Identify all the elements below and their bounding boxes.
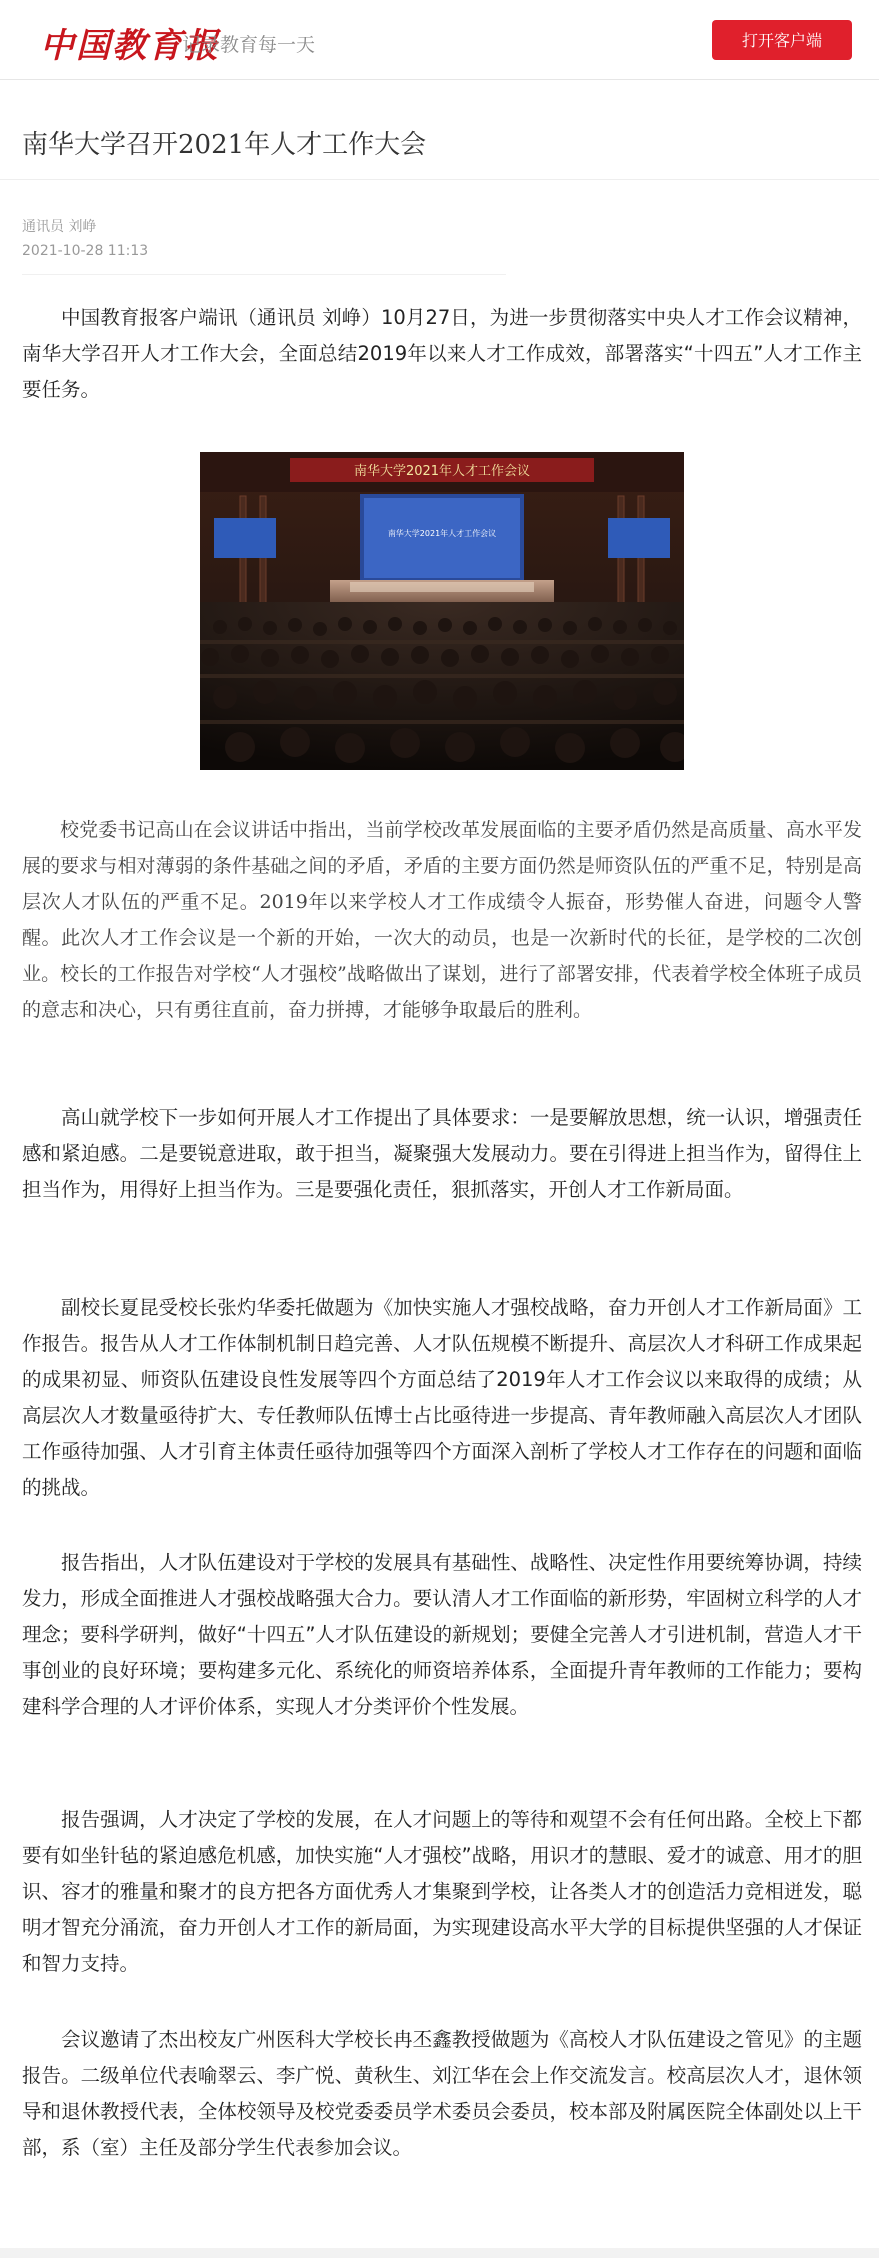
footer-bar [0, 2248, 879, 2258]
article-date: 2021-10-28 11:13 [22, 243, 149, 259]
slogan: 记录教育每一天 [182, 34, 316, 56]
banner-text: 南华大学2021年人才工作会议 [353, 464, 531, 479]
open-app-button[interactable]: 打开客户端 [712, 20, 852, 60]
article-author: 通讯员 刘峥 [22, 219, 97, 235]
title-area [0, 80, 879, 180]
paragraph-5: 报告指出，人才队伍建设对于学校的发展具有基础性、战略性、决定性作用要统筹协调，持续发力，形成全面推进人才强校战略强大合力。要认清人才工作面临的新形势，牢固树立科学的人才理念；要科学研判，做好“十四五”人才队伍建设的新规划；要健全完善人才引进机制，营造人才干事创业的良好环境；要构建多元化、系统化的师资培养体系，全面提升青年教师的工作能力；要构建科学合理的人才评价体系，实现人才分类评价个性发展。 [22, 1551, 862, 1718]
article-title: 南华大学召开2021年人才工作大会 [22, 130, 427, 160]
paragraph-6: 报告强调，人才决定了学校的发展，在人才问题上的等待和观望不会有任何出路。全校上下都要有如坐针毡的紧迫感危机感，加快实施“人才强校”战略，用识才的慧眼、爱才的诚意、用才的胆识、容才的雅量和聚才的良方把各方面优秀人才集聚到学校，让各类人才的创造活力竞相迸发，聪明才智充分涌流，奋力开创人才工作的新局面，为实现建设高水平大学的目标提供坚强的人才保证和智力支持。 [22, 1808, 862, 1975]
screen-text: 南华大学2021年人才工作会议 [387, 529, 497, 538]
paragraph-4: 副校长夏昆受校长张灼华委托做题为《加快实施人才强校战略，奋力开创人才工作新局面》工作报告。报告从人才工作体制机制日趋完善、人才队伍规模不断提升、高层次人才科研工作成果起的成果初显、师资队伍建设良性发展等四个方面总结了2019年人才工作会议以来取得的成绩；从高层次人才数量亟待扩大、专任教师队伍博士占比亟待进一步提高、青年教师融入高层次人才团队工作亟待加强、人才引育主体责任亟待加强等四个方面深入剖析了学校人才工作存在的问题和面临的挑战。 [22, 1296, 862, 1499]
conference-photo [200, 452, 684, 770]
top-header [0, 0, 879, 80]
paragraph-2: 校党委书记高山在会议讲话中指出，当前学校改革发展面临的主要矛盾仍然是高质量、高水平发展的要求与相对薄弱的条件基础之间的矛盾，矛盾的主要方面仍然是师资队伍的严重不足，特别是高层次人才队伍的严重不足。2019年以来学校人才工作成绩令人振奋，形势催人奋进，问题令人警醒。此次人才工作会议是一个新的开始，一次大的动员，也是一次新时代的长征，是学校的二次创业。校长的工作报告对学校“人才强校”战略做出了谋划，进行了部署安排，代表着学校全体班子成员的意志和决心，只有勇往直前，奋力拼搏，才能够争取最后的胜利。 [22, 819, 862, 1021]
paragraph-7: 会议邀请了杰出校友广州医科大学校长冉丕鑫教授做题为《高校人才队伍建设之管见》的主题报告。二级单位代表喻翠云、李广悦、黄秋生、刘江华在会上作交流发言。校高层次人才，退休领导和退休教授代表，全体校领导及校党委委员学术委员会委员，校本部及附属医院全体副处以上干部，系（室）主任及部分学生代表参加会议。 [22, 2028, 862, 2159]
paragraph-3: 高山就学校下一步如何开展人才工作提出了具体要求：一是要解放思想，统一认识，增强责任感和紧迫感。二是要锐意进取，敢于担当，凝聚强大发展动力。要在引得进上担当作为，留得住上担当作为，用得好上担当作为。三是要强化责任，狠抓落实，开创人才工作新局面。 [22, 1106, 862, 1201]
logo[interactable]: 中国教育报 [40, 26, 220, 66]
divider [22, 274, 506, 275]
article-meta [22, 215, 148, 263]
paragraph-1: 中国教育报客户端讯（通讯员 刘峥）10月27日，为进一步贯彻落实中央人才工作会议精神，南华大学召开人才工作大会，全面总结2019年以来人才工作成效，部署落实“十四五”人才工作主要任务。 [22, 306, 862, 401]
